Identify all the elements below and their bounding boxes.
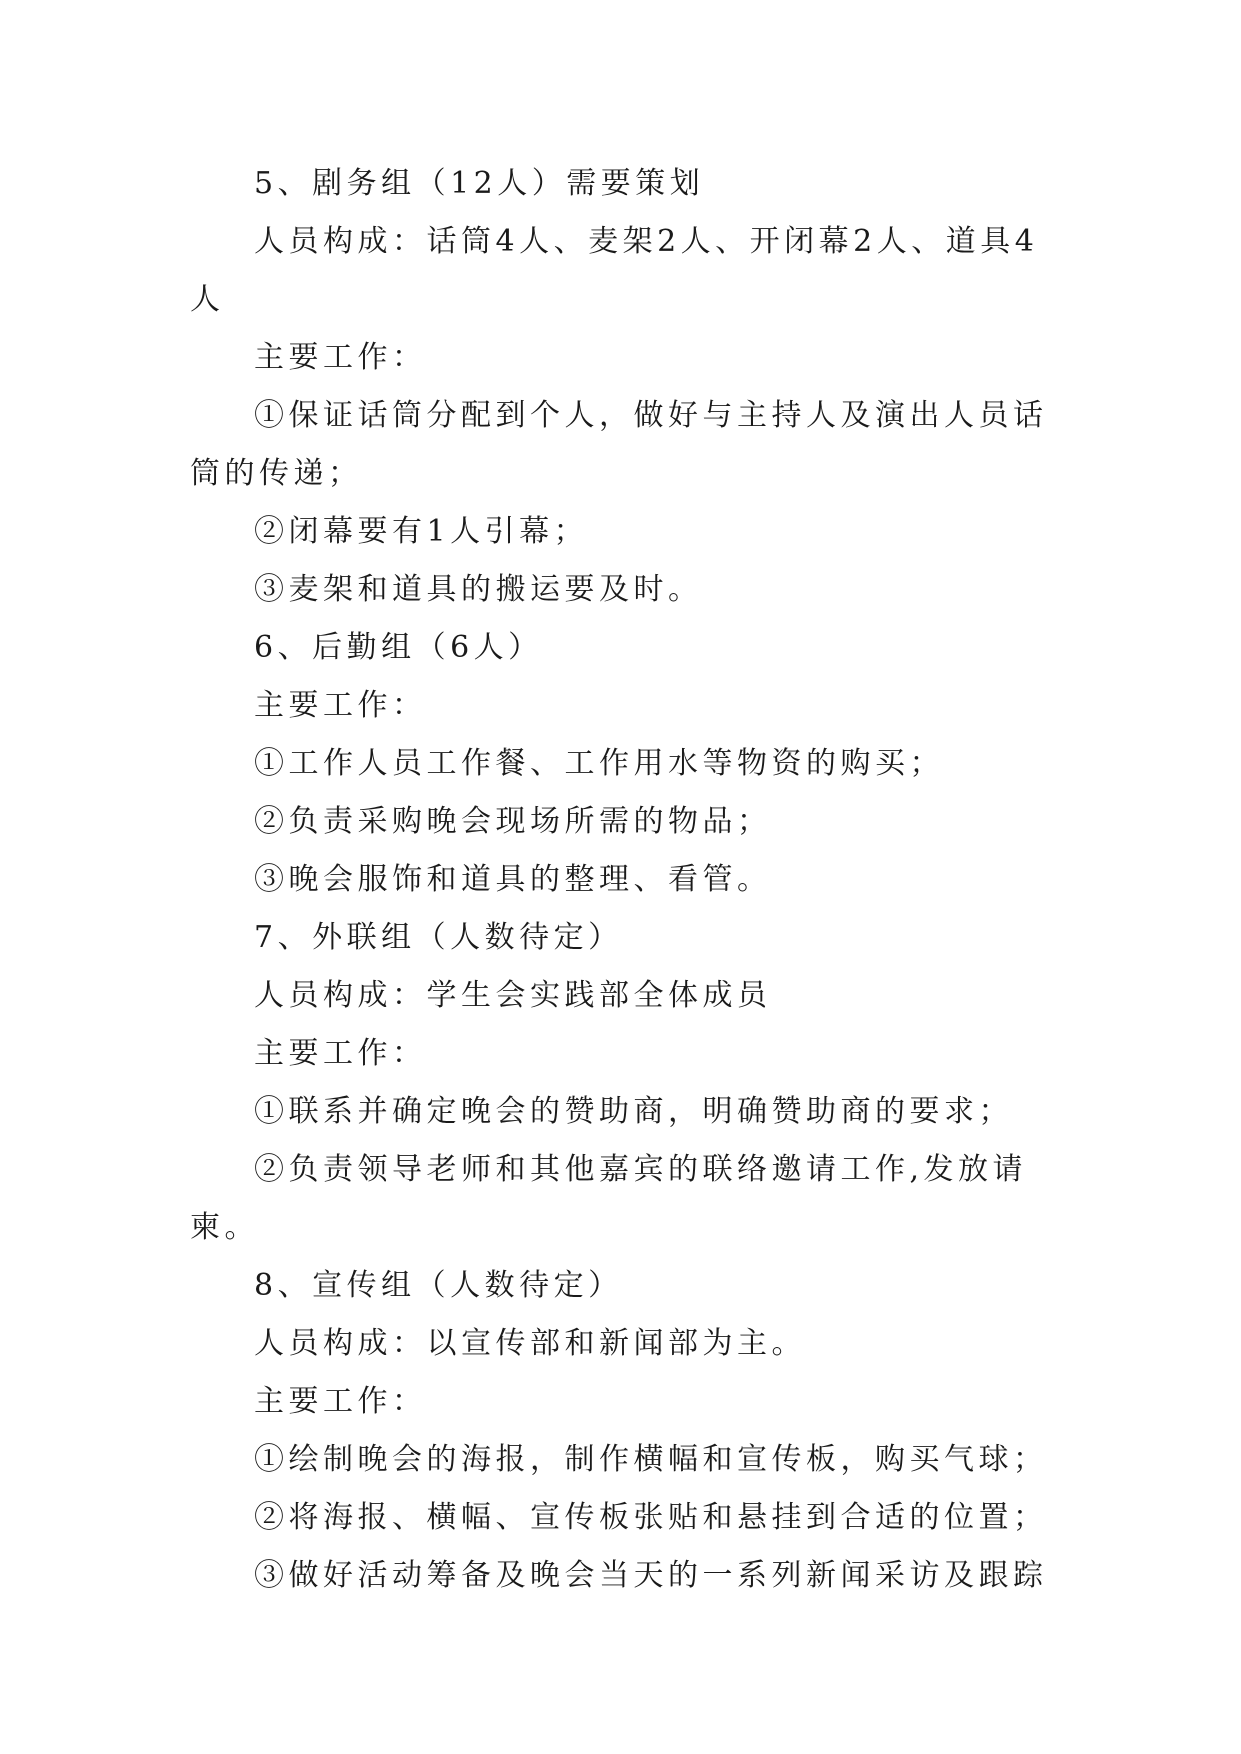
list-item: ①联系并确定晚会的赞助商，明确赞助商的要求；: [254, 1094, 1013, 1129]
paragraph-main-work-label: 主要工作：: [254, 688, 427, 723]
list-item: ②负责采购晚会现场所需的物品；: [254, 804, 772, 839]
document-body: [190, 155, 1050, 1605]
section-heading-drama: 5、剧务组（12人）需要策划: [254, 166, 705, 201]
paragraph-staff-composition: 人员构成：学生会实践部全体成员: [254, 978, 772, 1013]
list-item: ②将海报、横幅、宣传板张贴和悬挂到合适的位置；: [254, 1500, 1048, 1535]
list-item: ②负责领导老师和其他嘉宾的联络邀请工作,发放请柬。: [190, 1152, 1028, 1245]
paragraph-main-work-label: 主要工作：: [254, 1384, 427, 1419]
list-item: ②闭幕要有1人引幕；: [254, 514, 589, 549]
list-item: ③做好活动筹备及晚会当天的一系列新闻采访及跟踪: [254, 1558, 1048, 1593]
section-heading-publicity: 8、宣传组（人数待定）: [254, 1268, 623, 1303]
list-item: ①绘制晚会的海报，制作横幅和宣传板，购买气球；: [254, 1442, 1048, 1477]
section-heading-external: 7、外联组（人数待定）: [254, 920, 623, 955]
paragraph-main-work-label: 主要工作：: [254, 340, 427, 375]
section-heading-logistics: 6、后勤组（6人）: [254, 630, 543, 665]
paragraph-staff-composition: 人员构成：话筒4人、麦架2人、开闭幕2人、道具4人: [190, 224, 1039, 317]
paragraph-staff-composition: 人员构成：以宣传部和新闻部为主。: [254, 1326, 806, 1361]
list-item: ①保证话筒分配到个人，做好与主持人及演出人员话筒的传递；: [190, 398, 1048, 491]
list-item: ③麦架和道具的搬运要及时。: [254, 572, 703, 607]
list-item: ③晚会服饰和道具的整理、看管。: [254, 862, 772, 897]
list-item: ①工作人员工作餐、工作用水等物资的购买；: [254, 746, 944, 781]
paragraph-main-work-label: 主要工作：: [254, 1036, 427, 1071]
